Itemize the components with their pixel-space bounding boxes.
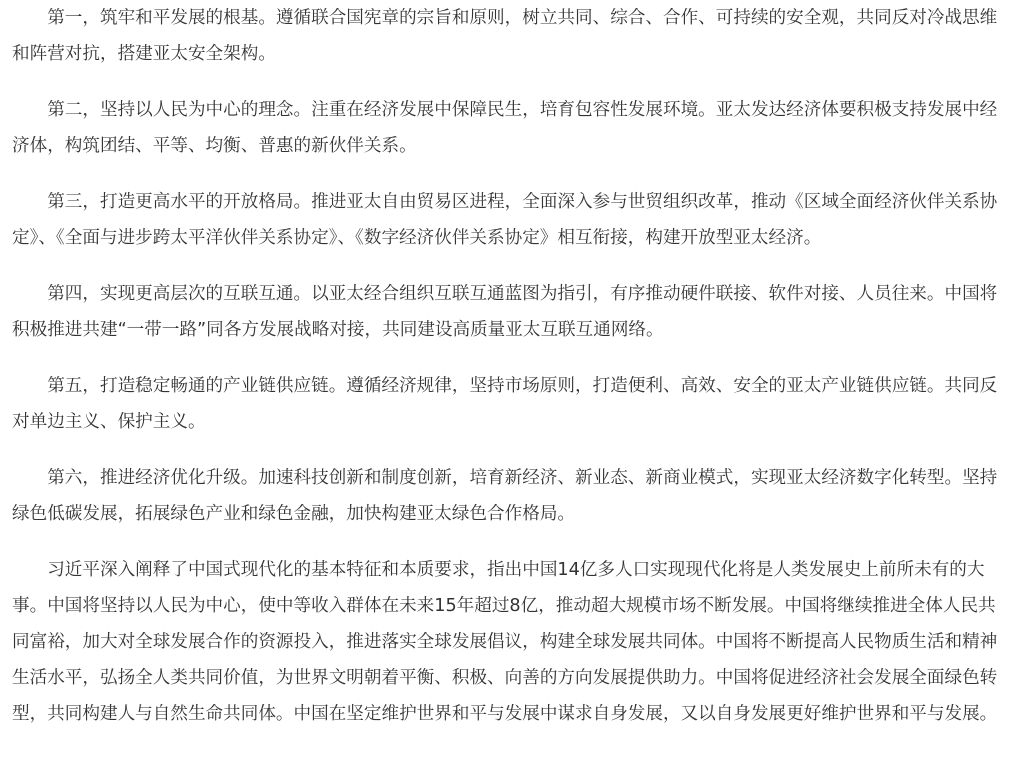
paragraph-fourth-point: 第四，实现更高层次的互联互通。以亚太经合组织互联互通蓝图为指引，有序推动硬件联接、软件对接、人员往来。中国将积极推进共建“一带一路”同各方发展战略对接，共同建设高质量亚太互联互通网络。 (12, 284, 998, 340)
paragraph-fifth-point: 第五，打造稳定畅通的产业链供应链。遵循经济规律，坚持市场原则，打造便利、高效、安全的亚太产业链供应链。共同反对单边主义、保护主义。 (12, 376, 998, 432)
paragraph-first-point: 第一，筑牢和平发展的根基。遵循联合国宪章的宗旨和原则，树立共同、综合、合作、可持续的安全观，共同反对冷战思维和阵营对抗，搭建亚太安全架构。 (12, 8, 998, 64)
paragraph-third-point: 第三，打造更高水平的开放格局。推进亚太自由贸易区进程，全面深入参与世贸组织改革，推动《区域全面经济伙伴关系协定》、《全面与进步跨太平洋伙伴关系协定》、《数字经济伙伴关系协定》相互衔接，构建开放型亚太经济。 (12, 192, 998, 248)
paragraph-modernization: 习近平深入阐释了中国式现代化的基本特征和本质要求，指出中国14亿多人口实现现代化将是人类发展史上前所未有的大事。中国将坚持以人民为中心，使中等收入群体在未来15年超过8亿，推动超大规模市场不断发展。中国将继续推进全体人民共同富裕，加大对全球发展合作的资源投入，推进落实全球发展倡议，构建全球发展共同体。中国将不断提高人民物质生活和精神生活水平，弘扬全人类共同价值，为世界文明朝着平衡、积极、向善的方向发展提供助力。中国将促进经济社会发展全面绿色转型，共同构建人与自然生命共同体。中国在坚定维护世界和平与发展中谋求自身发展，又以自身发展更好维护世界和平与发展。 (12, 560, 998, 724)
paragraph-second-point: 第二，坚持以人民为中心的理念。注重在经济发展中保障民生，培育包容性发展环境。亚太发达经济体要积极支持发展中经济体，构筑团结、平等、均衡、普惠的新伙伴关系。 (12, 100, 998, 156)
paragraph-sixth-point: 第六，推进经济优化升级。加速科技创新和制度创新，培育新经济、新业态、新商业模式，实现亚太经济数字化转型。坚持绿色低碳发展，拓展绿色产业和绿色金融，加快构建亚太绿色合作格局。 (12, 468, 998, 524)
